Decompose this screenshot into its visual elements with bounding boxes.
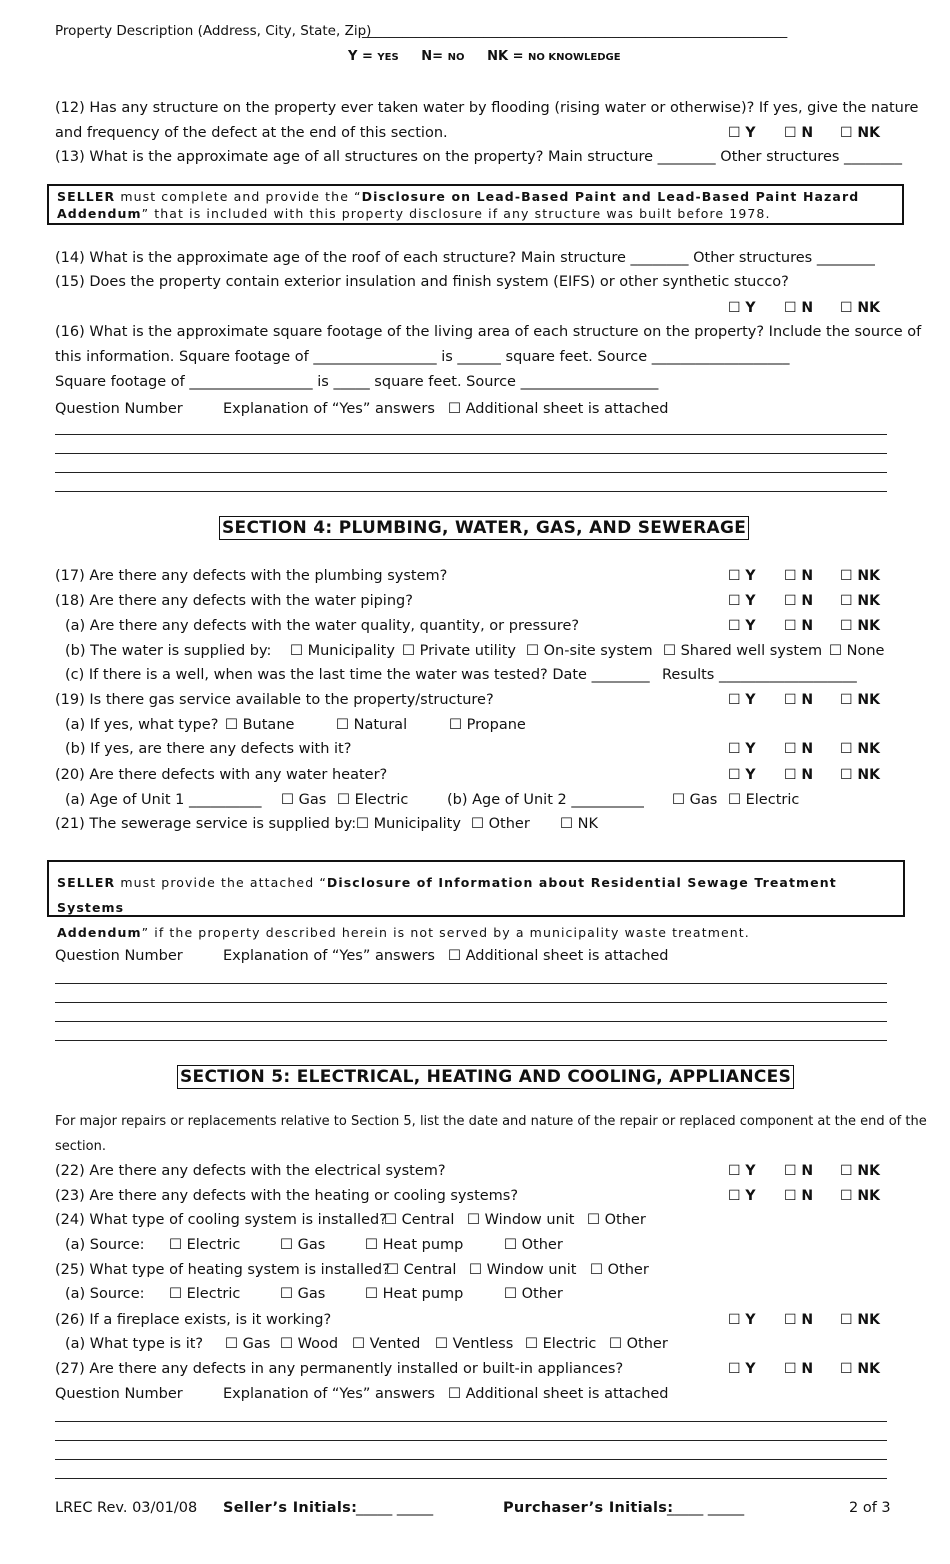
legend-nk-word: NO KNOWLEDGE [528, 52, 621, 63]
q19a-label: (a) If yes, what type? [65, 717, 219, 733]
q18-nk-checkbox[interactable]: ☐ NK [840, 593, 880, 609]
q13: (13) What is the approximate age of all structures on the property? Main structure ________ Other structures ________ [55, 149, 903, 165]
q18b-none-checkbox[interactable]: ☐ None [829, 643, 885, 659]
q20b-gas-checkbox[interactable]: ☐ Gas [672, 792, 718, 808]
q23: (23) Are there any defects with the heating or cooling systems? [55, 1188, 519, 1204]
section5-intro-line1: For major repairs or replacements relative to Section 5, list the date and nature of the repair or replaced component at the end of the [55, 1114, 927, 1129]
footer-seller-initials-field[interactable]: _____ _____ [356, 1500, 434, 1516]
lead-title2: Addendum [57, 206, 142, 221]
sewage-title: Disclosure of Information about Residential Sewage Treatment Systems [57, 875, 837, 915]
q12-no-checkbox[interactable]: ☐ N [784, 125, 814, 141]
q18-yes-checkbox[interactable]: ☐ Y [728, 593, 756, 609]
q21-label: (21) The sewerage service is supplied by: [55, 816, 357, 832]
q16-line3: Square footage of _________________ is _____ square feet. Source ___________________ [55, 374, 659, 390]
q18-no-checkbox[interactable]: ☐ N [784, 593, 814, 609]
q18a-nk-checkbox[interactable]: ☐ NK [840, 618, 880, 634]
q19b: (b) If yes, are there any defects with it? [65, 741, 352, 757]
footer-purchaser-initials-field[interactable]: _____ _____ [667, 1500, 745, 1516]
explain1-question-number: Question Number [55, 401, 183, 417]
q20-no-checkbox[interactable]: ☐ N [784, 767, 814, 783]
footer-page-number: 2 of 3 [849, 1500, 891, 1516]
q26-yes-checkbox[interactable]: ☐ Y [728, 1312, 756, 1328]
q18c-results: Results ___________________ [662, 667, 857, 683]
q26a-gas-checkbox[interactable]: ☐ Gas [225, 1336, 271, 1352]
q26-no-checkbox[interactable]: ☐ N [784, 1312, 814, 1328]
section4-title: SECTION 4: PLUMBING, WATER, GAS, AND SEWERAGE [219, 516, 749, 540]
sewage-notice [47, 860, 905, 940]
q18a-no-checkbox[interactable]: ☐ N [784, 618, 814, 634]
property-description-label: Property Description (Address, City, State, Zip) [55, 23, 372, 39]
q26a-wood-checkbox[interactable]: ☐ Wood [280, 1336, 339, 1352]
q27-options [728, 1360, 888, 1378]
q23-nk-checkbox[interactable]: ☐ NK [840, 1188, 880, 1204]
q21-other-checkbox[interactable]: ☐ Other [471, 816, 530, 832]
q20b-electric-checkbox[interactable]: ☐ Electric [728, 792, 800, 808]
explain3-line-1[interactable] [55, 1421, 887, 1422]
q18b-municipality-checkbox[interactable]: ☐ Municipality [290, 643, 395, 659]
q19b-yes-checkbox[interactable]: ☐ Y [728, 741, 756, 757]
q25-label: (25) What type of heating system is installed? [55, 1262, 390, 1278]
q24a-label: (a) Source: [65, 1237, 145, 1253]
property-description-field[interactable]: _______________________________________________________________ [362, 23, 788, 39]
q18b-shared-well-checkbox[interactable]: ☐ Shared well system [663, 643, 823, 659]
q23-options [728, 1187, 888, 1205]
explain1-label: Explanation of “Yes” answers [223, 401, 435, 417]
q19a-butane-checkbox[interactable]: ☐ Butane [225, 717, 295, 733]
q16-line1: (16) What is the approximate square footage of the living area of each structure on the property? Include the source of [55, 324, 922, 340]
q20-yes-checkbox[interactable]: ☐ Y [728, 767, 756, 783]
sewage-title2: Addendum [57, 925, 142, 940]
explain1-line-1[interactable] [55, 434, 887, 435]
explain2-line-3[interactable] [55, 1021, 887, 1022]
explain3-question-number: Question Number [55, 1386, 183, 1402]
explain3-line-4[interactable] [55, 1478, 887, 1479]
q18b-onsite-checkbox[interactable]: ☐ On-site system [526, 643, 653, 659]
q19-no-checkbox[interactable]: ☐ N [784, 692, 814, 708]
q19-nk-checkbox[interactable]: ☐ NK [840, 692, 880, 708]
q20a-electric-checkbox[interactable]: ☐ Electric [337, 792, 409, 808]
q18a-options [728, 617, 888, 635]
q25-other-checkbox[interactable]: ☐ Other [590, 1262, 649, 1278]
q12-nk-checkbox[interactable]: ☐ NK [840, 125, 880, 141]
sewage-text2: ” if the property described herein is not served by a municipality waste treatment. [141, 925, 750, 940]
q18a: (a) Are there any defects with the water quality, quantity, or pressure? [65, 618, 580, 634]
q24a-other-checkbox[interactable]: ☐ Other [504, 1237, 563, 1253]
explain1-line-4[interactable] [55, 491, 887, 492]
legend-nk: NK = [487, 49, 524, 64]
sewage-text1: must provide the attached “ [115, 875, 327, 890]
q20b: (b) Age of Unit 2 __________ [447, 792, 644, 808]
q14: (14) What is the approximate age of the roof of each structure? Main structure ________ Other structures ________ [55, 250, 875, 266]
sewage-seller: SELLER [57, 875, 116, 890]
q18b-private-utility-checkbox[interactable]: ☐ Private utility [402, 643, 516, 659]
q24-other-checkbox[interactable]: ☐ Other [587, 1212, 646, 1228]
q20a: (a) Age of Unit 1 __________ [65, 792, 262, 808]
q26-nk-checkbox[interactable]: ☐ NK [840, 1312, 880, 1328]
q23-no-checkbox[interactable]: ☐ N [784, 1188, 814, 1204]
q17-options [728, 567, 888, 585]
q25-window-unit-checkbox[interactable]: ☐ Window unit [469, 1262, 577, 1278]
q15-no-checkbox[interactable]: ☐ N [784, 300, 814, 316]
section5-intro-line2: section. [55, 1139, 106, 1154]
q15-nk-checkbox[interactable]: ☐ NK [840, 300, 880, 316]
footer-purchaser-initials-label: Purchaser’s Initials: [503, 1500, 674, 1516]
q22-options [728, 1162, 888, 1180]
explain3-line-3[interactable] [55, 1459, 887, 1460]
q19a-natural-checkbox[interactable]: ☐ Natural [336, 717, 408, 733]
explain1-line-2[interactable] [55, 453, 887, 454]
explain2-attached-checkbox[interactable]: ☐ Additional sheet is attached [448, 948, 669, 964]
q12-line1: (12) Has any structure on the property ever taken water by flooding (rising water or otherwise)? If yes, give the nature [55, 100, 919, 116]
legend-n-word: NO [447, 52, 465, 63]
q22: (22) Are there any defects with the electrical system? [55, 1163, 446, 1179]
q24-label: (24) What type of cooling system is installed? [55, 1212, 387, 1228]
explain3-line-2[interactable] [55, 1440, 887, 1441]
q16-line2: this information. Square footage of _________________ is ______ square feet. Source ___________________ [55, 349, 790, 365]
q26a-label: (a) What type is it? [65, 1336, 204, 1352]
q25a-heat-pump-checkbox[interactable]: ☐ Heat pump [365, 1286, 464, 1302]
q15-options [728, 299, 888, 317]
q17-no-checkbox[interactable]: ☐ N [784, 568, 814, 584]
q15: (15) Does the property contain exterior insulation and finish system (EIFS) or other synthetic stucco? [55, 274, 789, 290]
q18-options [728, 592, 888, 610]
lead-seller: SELLER [57, 189, 116, 204]
q24a-electric-checkbox[interactable]: ☐ Electric [169, 1237, 241, 1253]
explain1-attached-checkbox[interactable]: ☐ Additional sheet is attached [448, 401, 669, 417]
q26-options [728, 1311, 888, 1329]
q27-yes-checkbox[interactable]: ☐ Y [728, 1361, 756, 1377]
q25-central-checkbox[interactable]: ☐ Central [386, 1262, 457, 1278]
q12-options [728, 124, 888, 142]
q27-no-checkbox[interactable]: ☐ N [784, 1361, 814, 1377]
lead-text2: ” that is included with this property disclosure if any structure was built before 1978. [141, 206, 771, 221]
q24-window-unit-checkbox[interactable]: ☐ Window unit [467, 1212, 575, 1228]
q19-yes-checkbox[interactable]: ☐ Y [728, 692, 756, 708]
q25a-label: (a) Source: [65, 1286, 145, 1302]
legend-y-word: YES [377, 52, 399, 63]
legend [348, 48, 621, 67]
q17: (17) Are there any defects with the plumbing system? [55, 568, 448, 584]
q26a-electric-checkbox[interactable]: ☐ Electric [525, 1336, 597, 1352]
q18a-yes-checkbox[interactable]: ☐ Y [728, 618, 756, 634]
q24a-heat-pump-checkbox[interactable]: ☐ Heat pump [365, 1237, 464, 1253]
q12-yes-checkbox[interactable]: ☐ Y [728, 125, 756, 141]
q25a-other-checkbox[interactable]: ☐ Other [504, 1286, 563, 1302]
explain2-line-2[interactable] [55, 1002, 887, 1003]
explain2-line-4[interactable] [55, 1040, 887, 1041]
q27: (27) Are there any defects in any permanently installed or built-in appliances? [55, 1361, 624, 1377]
q19: (19) Is there gas service available to the property/structure? [55, 692, 494, 708]
q20-nk-checkbox[interactable]: ☐ NK [840, 767, 880, 783]
lead-paint-notice [47, 184, 904, 225]
q26a-vented-checkbox[interactable]: ☐ Vented [352, 1336, 421, 1352]
explain3-attached-checkbox[interactable]: ☐ Additional sheet is attached [448, 1386, 669, 1402]
q17-yes-checkbox[interactable]: ☐ Y [728, 568, 756, 584]
explain3-label: Explanation of “Yes” answers [223, 1386, 435, 1402]
q23-yes-checkbox[interactable]: ☐ Y [728, 1188, 756, 1204]
q22-yes-checkbox[interactable]: ☐ Y [728, 1163, 756, 1179]
explain1-line-3[interactable] [55, 472, 887, 473]
q27-nk-checkbox[interactable]: ☐ NK [840, 1361, 880, 1377]
footer-revision: LREC Rev. 03/01/08 [55, 1500, 198, 1516]
explain2-label: Explanation of “Yes” answers [223, 948, 435, 964]
q21-nk-checkbox[interactable]: ☐ NK [560, 816, 598, 832]
lead-title: Disclosure on Lead-Based Paint and Lead-Based Paint Hazard [361, 189, 860, 204]
q19b-options [728, 740, 888, 758]
explain2-line-1[interactable] [55, 983, 887, 984]
q24-central-checkbox[interactable]: ☐ Central [384, 1212, 455, 1228]
q22-nk-checkbox[interactable]: ☐ NK [840, 1163, 880, 1179]
q12-line2: and frequency of the defect at the end of this section. [55, 125, 448, 141]
q20a-gas-checkbox[interactable]: ☐ Gas [281, 792, 327, 808]
q18: (18) Are there any defects with the water piping? [55, 593, 413, 609]
q18c: (c) If there is a well, when was the last time the water was tested? Date ________ [65, 667, 650, 683]
legend-y: Y = [348, 49, 373, 64]
q17-nk-checkbox[interactable]: ☐ NK [840, 568, 880, 584]
q22-no-checkbox[interactable]: ☐ N [784, 1163, 814, 1179]
legend-n: N= [421, 49, 444, 64]
q25a-gas-checkbox[interactable]: ☐ Gas [280, 1286, 326, 1302]
q19a-propane-checkbox[interactable]: ☐ Propane [449, 717, 526, 733]
q21-municipality-checkbox[interactable]: ☐ Municipality [356, 816, 461, 832]
q15-yes-checkbox[interactable]: ☐ Y [728, 300, 756, 316]
footer-seller-initials-label: Seller’s Initials: [223, 1500, 358, 1516]
q18b-label: (b) The water is supplied by: [65, 643, 272, 659]
q20: (20) Are there defects with any water heater? [55, 767, 388, 783]
q19-options [728, 691, 888, 709]
lead-text1: must complete and provide the “ [115, 189, 362, 204]
q24a-gas-checkbox[interactable]: ☐ Gas [280, 1237, 326, 1253]
explain2-question-number: Question Number [55, 948, 183, 964]
section5-title: SECTION 5: ELECTRICAL, HEATING AND COOLING, APPLIANCES [177, 1065, 794, 1089]
q25a-electric-checkbox[interactable]: ☐ Electric [169, 1286, 241, 1302]
q26a-other-checkbox[interactable]: ☐ Other [609, 1336, 668, 1352]
q20-options [728, 766, 888, 784]
q26a-ventless-checkbox[interactable]: ☐ Ventless [435, 1336, 514, 1352]
q19b-no-checkbox[interactable]: ☐ N [784, 741, 814, 757]
q26: (26) If a fireplace exists, is it working? [55, 1312, 332, 1328]
q19b-nk-checkbox[interactable]: ☐ NK [840, 741, 880, 757]
